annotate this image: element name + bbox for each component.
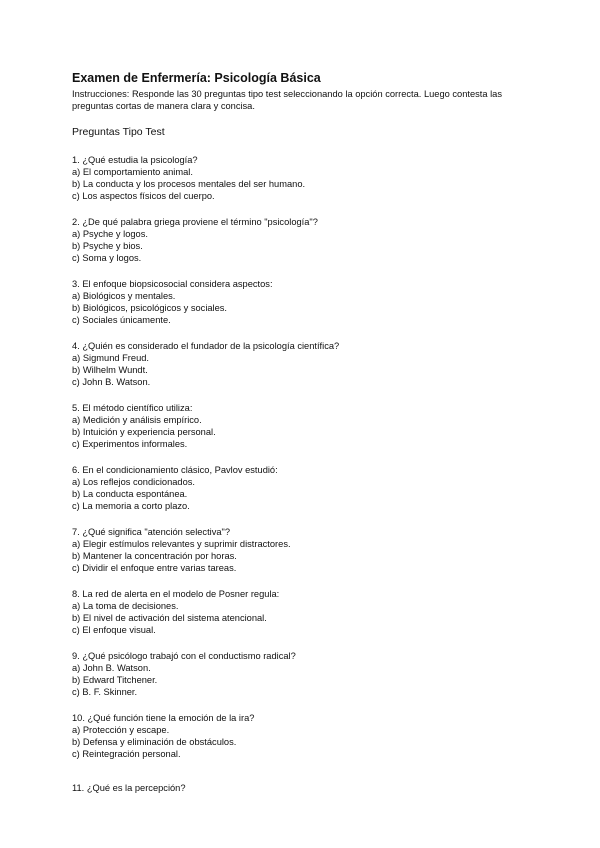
instructions-text: Instrucciones: Responde las 30 preguntas tipo test seleccionando la opción correcta. Luego contesta las preguntas cortas de manera clara y concisa. [72, 89, 502, 111]
option-a: a) Sigmund Freud. [72, 353, 149, 363]
option-a: a) Psyche y logos. [72, 229, 148, 239]
question-text: 8. La red de alerta en el modelo de Posner regula: [72, 589, 280, 599]
option-b: b) El nivel de activación del sistema atencional. [72, 613, 267, 623]
option-c: c) La memoria a corto plazo. [72, 501, 190, 511]
question-text: 4. ¿Quién es considerado el fundador de la psicología científica? [72, 341, 340, 351]
question-6 [72, 464, 528, 512]
option-b: b) Edward Titchener. [72, 675, 158, 685]
option-a: a) El comportamiento animal. [72, 167, 193, 177]
question-text: 3. El enfoque biopsicosocial considera aspectos: [72, 279, 273, 289]
option-a: a) Medición y análisis empírico. [72, 415, 202, 425]
option-b: b) Wilhelm Wundt. [72, 365, 148, 375]
question-text: 5. El método científico utiliza: [72, 403, 193, 413]
option-b: b) Biológicos, psicológicos y sociales. [72, 303, 228, 313]
option-b: b) Defensa y eliminación de obstáculos. [72, 737, 237, 747]
question-4 [72, 340, 528, 388]
question-5 [72, 402, 528, 450]
question-text: 2. ¿De qué palabra griega proviene el término "psicología"? [72, 217, 318, 227]
question-text: 10. ¿Qué función tiene la emoción de la ira? [72, 713, 255, 723]
option-c: c) Reintegración personal. [72, 749, 181, 759]
question-text: 9. ¿Qué psicólogo trabajó con el conductismo radical? [72, 651, 296, 661]
question-2 [72, 216, 528, 264]
option-c: c) Soma y logos. [72, 253, 142, 263]
exam-page [72, 71, 528, 794]
question-8 [72, 588, 528, 636]
question-7 [72, 526, 528, 574]
option-b: b) La conducta y los procesos mentales del ser humano. [72, 179, 306, 189]
option-c: c) Dividir el enfoque entre varias tareas. [72, 563, 237, 573]
option-b: b) Psyche y bios. [72, 241, 143, 251]
option-c: c) Los aspectos físicos del cuerpo. [72, 191, 215, 201]
option-b: b) Mantener la concentración por horas. [72, 551, 237, 561]
question-3 [72, 278, 528, 326]
option-a: a) Elegir estímulos relevantes y suprimir distractores. [72, 539, 291, 549]
option-c: c) John B. Watson. [72, 377, 151, 387]
section-title: Preguntas Tipo Test [72, 126, 165, 138]
option-c: c) Experimentos informales. [72, 439, 188, 449]
option-a: a) Biológicos y mentales. [72, 291, 176, 301]
question-list [72, 154, 528, 794]
question-1 [72, 154, 528, 202]
question-text: 6. En el condicionamiento clásico, Pavlov estudió: [72, 465, 278, 475]
option-b: b) La conducta espontánea. [72, 489, 188, 499]
question-text: 1. ¿Qué estudia la psicología? [72, 155, 198, 165]
option-a: a) John B. Watson. [72, 663, 151, 673]
question-9 [72, 650, 528, 698]
question-text: 11. ¿Qué es la percepción? [72, 783, 186, 793]
question-text: 7. ¿Qué significa "atención selectiva"? [72, 527, 231, 537]
question-11 [72, 782, 528, 794]
option-a: a) Los reflejos condicionados. [72, 477, 195, 487]
option-c: c) Sociales únicamente. [72, 315, 171, 325]
option-c: c) B. F. Skinner. [72, 687, 138, 697]
option-a: a) Protección y escape. [72, 725, 170, 735]
option-b: b) Intuición y experiencia personal. [72, 427, 216, 437]
option-a: a) La toma de decisiones. [72, 601, 179, 611]
option-c: c) El enfoque visual. [72, 625, 156, 635]
question-10 [72, 712, 528, 760]
exam-title: Examen de Enfermería: Psicología Básica [72, 71, 321, 85]
